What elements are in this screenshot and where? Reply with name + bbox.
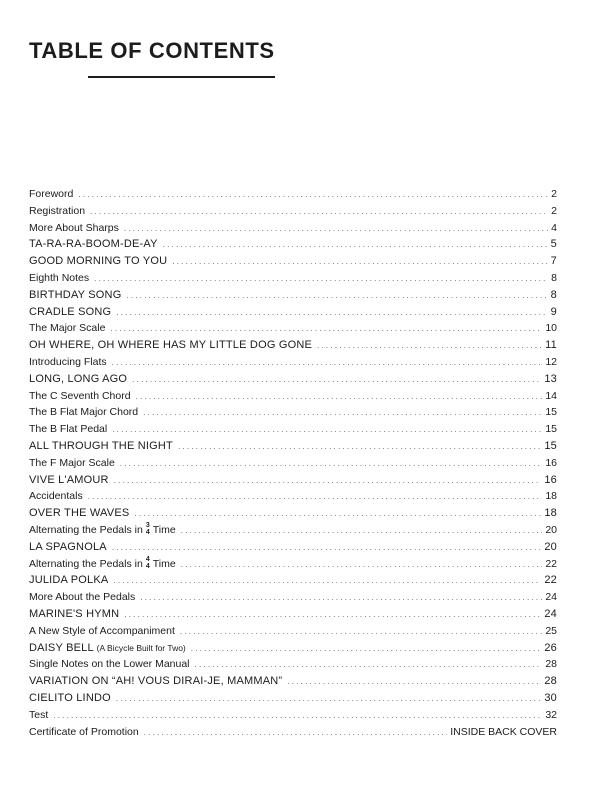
toc-entry [29,589,557,606]
toc-entry-page: 9 [550,305,557,318]
toc-entry [29,186,557,203]
time-signature-top: 3 [145,522,150,530]
title-underline [88,76,275,78]
toc-entry-title-suffix: Time [152,557,176,570]
toc-entry-title-text: MARINE'S HYMN [29,607,120,620]
toc-entry [29,505,557,522]
dot-leader [132,372,541,389]
toc-entry-title [29,287,121,304]
toc-entry-title [29,690,111,707]
dot-leader [116,691,541,708]
toc-entry [29,287,557,304]
toc-entry-title [29,236,158,253]
toc-list [29,186,557,740]
toc-entry-page: 4 [551,221,557,234]
toc-entry-title [29,253,167,270]
toc-entry-title [29,220,119,237]
toc-entry-title-suffix: Time [152,523,176,536]
toc-entry [29,656,557,673]
toc-entry [29,455,557,472]
toc-entry-page: 20 [545,523,557,536]
toc-entry [29,337,557,354]
dot-leader [181,557,543,574]
toc-entry-title [29,320,105,337]
toc-entry-title [29,707,48,724]
dot-leader [112,422,542,439]
toc-entry-page: INSIDE BACK COVER [450,725,557,738]
dot-leader [134,506,541,523]
toc-entry-title [29,606,119,623]
toc-entry-page: 22 [545,557,557,570]
toc-entry-page: 15 [545,406,557,419]
toc-entry [29,354,557,371]
toc-entry [29,724,557,741]
toc-entry-title [29,640,186,657]
toc-entry-title-text: Foreword [29,188,74,200]
dot-leader [143,405,542,422]
toc-entry [29,640,557,657]
toc-entry-page: 7 [550,255,557,268]
toc-entry-page: 5 [550,238,557,251]
toc-entry [29,572,557,589]
toc-entry [29,673,557,690]
dot-leader [172,254,547,271]
toc-entry [29,488,557,505]
dot-leader [53,708,542,725]
toc-entry-page: 11 [545,339,557,352]
toc-entry [29,320,557,337]
toc-entry-title-text: The B Flat Pedal [29,423,108,436]
toc-entry-page: 10 [545,322,557,335]
toc-entry-title [29,572,108,589]
toc-entry-page: 25 [545,624,557,637]
toc-entry-page: 28 [545,658,557,671]
dot-leader [140,590,542,607]
toc-entry-title [29,186,73,203]
toc-entry-title-text: TA-RA-RA-BOOM-DE-AY [29,238,158,251]
toc-entry-page: 18 [545,490,557,503]
dot-leader [88,489,543,506]
toc-entry-title-text: The C Seventh Chord [29,389,131,402]
dot-leader [110,321,542,338]
dot-leader [120,456,543,473]
toc-entry-subtitle: (A Bicycle Built for Two) [96,642,186,653]
dot-leader [113,573,541,590]
toc-entry-title [29,522,176,539]
toc-entry [29,556,557,573]
toc-entry-page: 2 [551,204,557,217]
dot-leader [195,657,543,674]
time-signature-top: 4 [145,555,150,563]
toc-entry [29,438,557,455]
toc-entry [29,522,557,539]
toc-entry-title [29,656,190,673]
toc-entry-page: 18 [544,507,557,520]
toc-entry-page: 8 [551,271,557,284]
toc-entry-title-text: The Major Scale [29,322,106,335]
toc-entry-title-text: OVER THE WAVES [29,507,130,520]
toc-entry [29,270,557,287]
dot-leader [163,237,548,254]
toc-entry-title [29,623,175,640]
dot-leader [78,187,548,204]
toc-entry-title-text: LA SPAGNOLA [29,540,107,553]
toc-entry-title [29,539,107,556]
toc-entry-title [29,472,109,489]
toc-entry [29,304,557,321]
toc-entry-title-text: Certificate of Promotion [29,725,139,738]
toc-entry-title-text: The B Flat Major Chord [29,406,139,419]
dot-leader [124,607,541,624]
toc-entry-page: 2 [551,188,557,200]
time-signature-bottom: 4 [145,562,150,570]
toc-entry-page: 16 [545,456,557,469]
dot-leader [144,725,448,742]
toc-entry-title-text: DAISY BELL [29,641,94,654]
toc-entry-title [29,404,138,421]
toc-entry-title [29,270,89,287]
dot-leader [94,271,548,288]
toc-entry-title-text: JULIDA POLKA [29,574,109,587]
dot-leader [114,473,542,490]
toc-entry-title [29,589,135,606]
toc-entry [29,623,557,640]
toc-entry [29,539,557,556]
page-title: TABLE OF CONTENTS [29,38,275,63]
toc-entry-title [29,673,282,690]
time-signature [146,522,150,536]
toc-entry [29,253,557,270]
toc-entry-title-text: CIELITO LINDO [29,691,111,704]
toc-entry [29,236,557,253]
toc-entry-title [29,455,115,472]
toc-entry-title [29,203,85,220]
toc-entry [29,421,557,438]
toc-entry-title-text: Introducing Flats [29,355,107,368]
toc-entry-page: 20 [544,540,557,553]
toc-entry-page: 24 [545,591,557,604]
toc-entry-title [29,304,111,321]
toc-entry-title [29,556,176,573]
toc-entry-title [29,505,129,522]
time-signature-bottom: 4 [145,529,150,537]
toc-entry [29,404,557,421]
toc-entry [29,472,557,489]
toc-entry-page: 15 [545,423,557,436]
toc-entry-page: 30 [544,691,557,704]
toc-entry-title-text: More About Sharps [29,221,119,234]
toc-entry-title-text: ALL THROUGH THE NIGHT [29,439,173,452]
toc-entry-title [29,337,312,354]
dot-leader [317,338,542,355]
toc-entry-page: 24 [544,607,557,620]
toc-entry [29,606,557,623]
toc-entry-title [29,488,83,505]
toc-entry-title-text: VARIATION ON “AH! VOUS DIRAI-JE, MAMMAN” [29,675,283,688]
toc-entry [29,220,557,237]
toc-entry-title-text: Registration [29,204,86,217]
toc-entry-page: 15 [544,439,557,452]
toc-entry-title-text: Test [29,708,49,721]
toc-entry-title-text: VIVE L'AMOUR [29,473,109,486]
dot-leader [112,540,542,557]
toc-entry-title [29,354,107,371]
toc-entry-page: 32 [545,708,557,721]
toc-entry-title-text: BIRTHDAY SONG [29,288,122,301]
dot-leader [126,288,547,305]
toc-entry [29,690,557,707]
toc-entry-page: 26 [544,641,557,654]
toc-entry-page: 22 [544,574,557,587]
toc-entry-title [29,388,131,405]
dot-leader [124,221,548,238]
toc-entry-page: 14 [545,389,557,402]
toc-entry [29,203,557,220]
toc-entry-title-text: Alternating the Pedals in [29,523,143,536]
toc-entry [29,371,557,388]
toc-entry-title-text: CRADLE SONG [29,305,112,318]
toc-entry-title [29,371,127,388]
dot-leader [90,204,548,221]
toc-entry [29,707,557,724]
toc-entry-title-text: GOOD MORNING TO YOU [29,255,168,268]
dot-leader [181,523,543,540]
toc-entry-page: 8 [550,288,557,301]
toc-entry-page: 16 [544,473,557,486]
dot-leader [116,305,547,322]
toc-entry-title-text: LONG, LONG AGO [29,372,128,385]
toc-entry-title-text: Accidentals [29,490,83,503]
toc-entry-title-text: OH WHERE, OH WHERE HAS MY LITTLE DOG GONE [29,339,313,352]
toc-entry-title-text: The F Major Scale [29,456,115,469]
toc-entry-title [29,421,107,438]
dot-leader [191,641,542,658]
time-signature [146,556,150,570]
toc-entry-title-text: Single Notes on the Lower Manual [29,658,190,671]
toc-entry-title-text: More About the Pedals [29,591,136,604]
toc-entry-title [29,724,139,741]
toc-entry-title [29,438,173,455]
dot-leader [112,355,543,372]
toc-entry-title-text: Eighth Notes [29,271,90,284]
dot-leader [180,624,542,641]
toc-entry-title-text: Alternating the Pedals in [29,557,143,570]
dot-leader [178,439,541,456]
toc-entry [29,388,557,405]
dot-leader [287,674,541,691]
dot-leader [136,389,543,406]
toc-entry-title-text: A New Style of Accompaniment [29,624,175,637]
toc-entry-page: 12 [545,355,557,368]
toc-entry-page: 28 [544,675,557,688]
toc-entry-page: 13 [544,372,557,385]
